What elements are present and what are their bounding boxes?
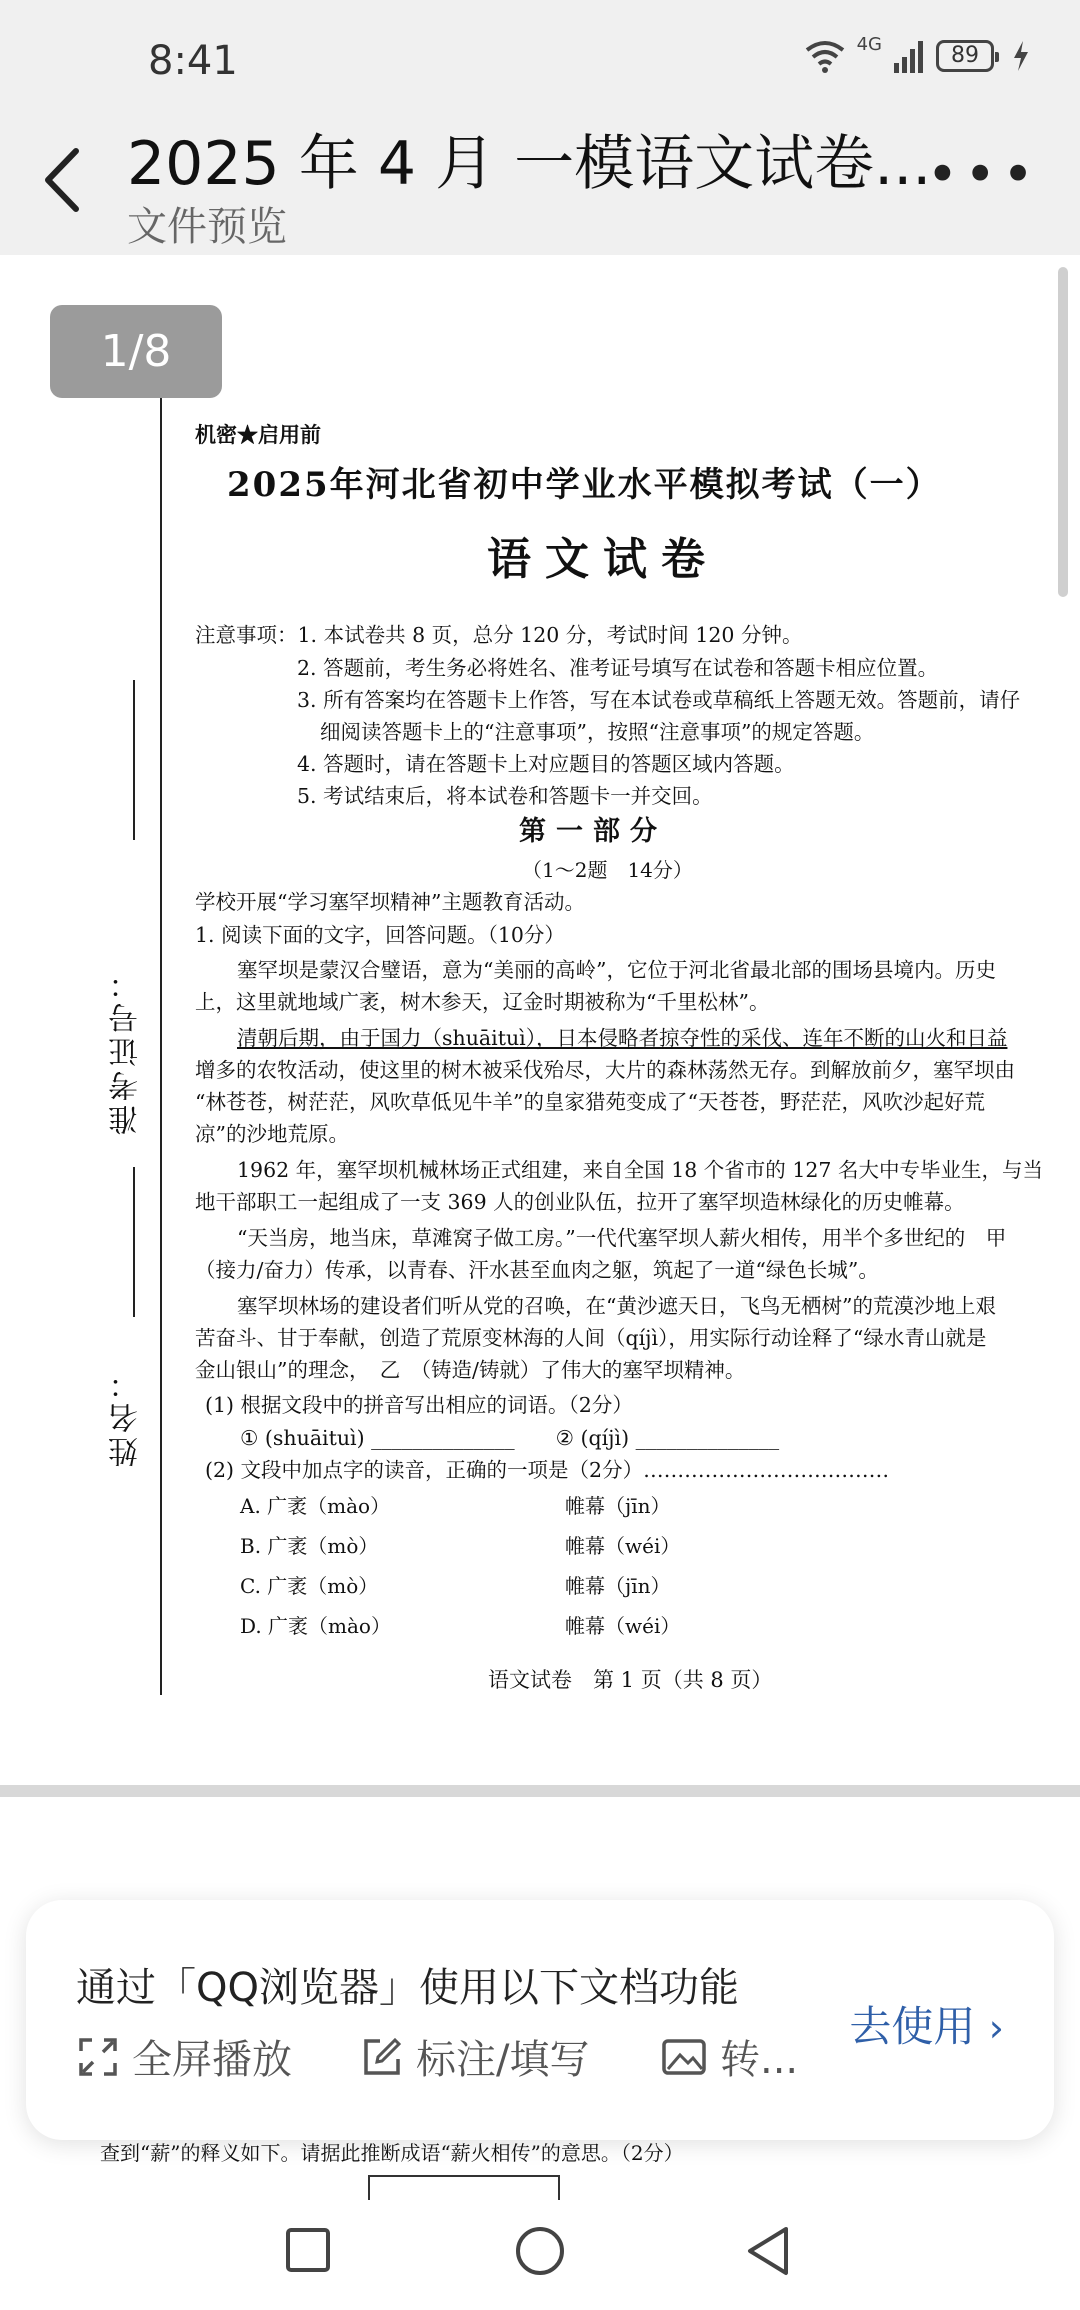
- battery-icon: 89: [936, 40, 994, 72]
- go-use-button[interactable]: [849, 1994, 1004, 2054]
- part-subtitle: （1～2题 14分）: [522, 858, 693, 882]
- passage-line: （接力/奋力）传承，以青春、汗水甚至血肉之躯，筑起了一道“绿色长城”。: [195, 1258, 879, 1282]
- note-item: 5. 考试结束后，将本试卷和答题卡一并交回。: [297, 784, 713, 808]
- next-page-text: 查到“薪”的释义如下。请据此推断成语“薪火相传”的意思。（2分）: [100, 2141, 684, 2165]
- field-line: [160, 1545, 162, 1695]
- fullscreen-play-button[interactable]: [78, 2028, 292, 2085]
- passage-line: 增多的农牧活动，使这里的树木被采伐殆尽，大片的森林荡然无存。到解放前夕，塞罕坝由: [195, 1058, 1015, 1082]
- page-separator: [0, 1785, 1080, 1797]
- annotate-fill-button[interactable]: [362, 2028, 589, 2085]
- app-header: [0, 110, 1080, 255]
- document-title: 2025 年 4 月 一模语文试卷...: [127, 129, 932, 199]
- sub-question-1: (1) 根据文段中的拼音写出相应的词语。（2分）: [205, 1393, 633, 1417]
- binding-line: [160, 375, 162, 1695]
- wifi-icon: [803, 38, 847, 74]
- passage-line: “林苍苍，树茫茫，风吹草低见牛羊”的皇家猎苑变成了“天苍苍，野茫茫，风吹沙起好荒: [195, 1090, 985, 1114]
- system-nav-bar: [0, 2200, 1080, 2310]
- note-item: 4. 答题时，请在答题卡上对应题目的答题区域内答题。: [297, 752, 795, 776]
- promo-headline: 通过「QQ浏览器」使用以下文档功能: [76, 1965, 739, 2011]
- qq-browser-promo-card[interactable]: [26, 1900, 1054, 2140]
- status-icons: [803, 33, 1030, 74]
- exam-title: 2025年河北省初中学业水平模拟考试（一）: [227, 465, 942, 505]
- note-item: 细阅读答题卡上的“注意事项”，按照“注意事项”的规定答题。: [320, 720, 875, 744]
- scrollbar[interactable]: [1058, 267, 1068, 597]
- field-line: [133, 1167, 135, 1317]
- document-preview[interactable]: [0, 255, 1080, 1785]
- sub-question-1-blanks: ① (shuāituì) ______________ ② (qíjì) ______________: [240, 1426, 780, 1450]
- page-footer: 语文试卷 第 1 页（共 8 页）: [488, 1668, 773, 1692]
- status-time: 8:41: [148, 38, 238, 84]
- subject-title: 语文试卷: [487, 534, 719, 585]
- page-indicator: 1/8: [50, 305, 222, 398]
- field-line: [133, 680, 135, 840]
- question-1: 1. 阅读下面的文字，回答问题。（10分）: [195, 923, 565, 947]
- signal-icon: [892, 39, 926, 73]
- fullscreen-icon: [78, 2037, 118, 2077]
- option-c-right: 帷幕（jīn）: [565, 1574, 671, 1598]
- status-bar: [0, 0, 1080, 120]
- network-type: 4G: [856, 33, 882, 55]
- image-icon: [662, 2039, 706, 2075]
- exam-page: [0, 255, 1080, 1785]
- part-title: 第一部分: [519, 816, 667, 847]
- go-use-label: 去使用: [849, 2002, 976, 2051]
- passage-line: 1962 年，塞罕坝机械林场正式组建，来自全国 18 个省市的 127 名大中专毕业生，与当: [237, 1158, 1043, 1182]
- note-item: 2. 答题前，考生务必将姓名、准考证号填写在试卷和答题卡相应位置。: [297, 656, 939, 680]
- back-nav-icon[interactable]: [744, 2225, 792, 2277]
- back-arrow-icon[interactable]: [38, 145, 88, 215]
- option-b-right: 帷幕（wéi）: [565, 1534, 681, 1558]
- name-label: 姓名：: [109, 1365, 144, 1467]
- annotate-label: 标注/填写: [416, 2037, 590, 2083]
- candidate-id-label: 准考证号：: [109, 965, 144, 1135]
- recent-apps-icon[interactable]: [285, 2227, 331, 2273]
- option-a: A. 广袤（mào）: [240, 1494, 391, 1518]
- page-subtitle: 文件预览: [127, 204, 287, 250]
- more-options-icon[interactable]: •••: [926, 143, 1040, 206]
- fullscreen-label: 全屏播放: [132, 2037, 292, 2083]
- charging-icon: [1012, 41, 1030, 71]
- option-c: C. 广袤（mò）: [240, 1574, 379, 1598]
- answer-box: [368, 2175, 560, 2200]
- passage-line: 凉”的沙地荒原。: [195, 1122, 349, 1146]
- passage-line: 塞罕坝林场的建设者们听从党的召唤，在“黄沙遮天日，飞鸟无栖树”的荒漠沙地上艰: [237, 1294, 996, 1318]
- secret-mark: 机密★启用前: [195, 422, 321, 447]
- option-a-right: 帷幕（jīn）: [565, 1494, 671, 1518]
- convert-button[interactable]: [662, 2028, 798, 2085]
- option-d: D. 广袤（mào）: [240, 1614, 391, 1638]
- edit-icon: [362, 2037, 402, 2077]
- convert-label: 转...: [720, 2037, 799, 2083]
- passage-line: “天当房，地当床，草滩窝子做工房。”一代代塞罕坝人薪火相传，用半个多世纪的 甲: [237, 1226, 1007, 1250]
- passage-line: 金山银山”的理念， 乙 （铸造/铸就）了伟大的塞罕坝精神。: [195, 1358, 746, 1382]
- sub-question-2: (2) 文段中加点字的读音，正确的一项是（2分）………………………………: [205, 1458, 890, 1482]
- option-d-right: 帷幕（wéi）: [565, 1614, 681, 1638]
- passage-line: 清朝后期，由于国力（shuāituì），日本侵略者掠夺性的采伐、连年不断的山火和日益: [237, 1026, 1008, 1050]
- note-item: 3. 所有答案均在答题卡上作答，写在本试卷或草稿纸上答题无效。答题前，请仔: [297, 688, 1021, 712]
- home-icon[interactable]: [514, 2225, 566, 2277]
- passage-line: 塞罕坝是蒙汉合璧语，意为“美丽的高岭”，它位于河北省最北部的围场县境内。历史: [237, 958, 996, 982]
- option-b: B. 广袤（mò）: [240, 1534, 379, 1558]
- passage-line: 地干部职工一起组成了一支 369 人的创业队伍，拉开了塞罕坝造林绿化的历史帷幕。: [195, 1190, 965, 1214]
- chevron-right-icon: ›: [988, 2006, 1004, 2050]
- passage-line: 上，这里就地域广袤，树木参天，辽金时期被称为“千里松林”。: [195, 990, 770, 1014]
- passage-line: 苦奋斗、甘于奉献，创造了荒原变林海的人间（qíjì），用实际行动诠释了“绿水青山就是: [195, 1326, 987, 1350]
- notes-heading: 注意事项：1. 本试卷共 8 页，总分 120 分，考试时间 120 分钟。: [195, 623, 803, 647]
- activity-intro: 学校开展“学习塞罕坝精神”主题教育活动。: [195, 890, 585, 914]
